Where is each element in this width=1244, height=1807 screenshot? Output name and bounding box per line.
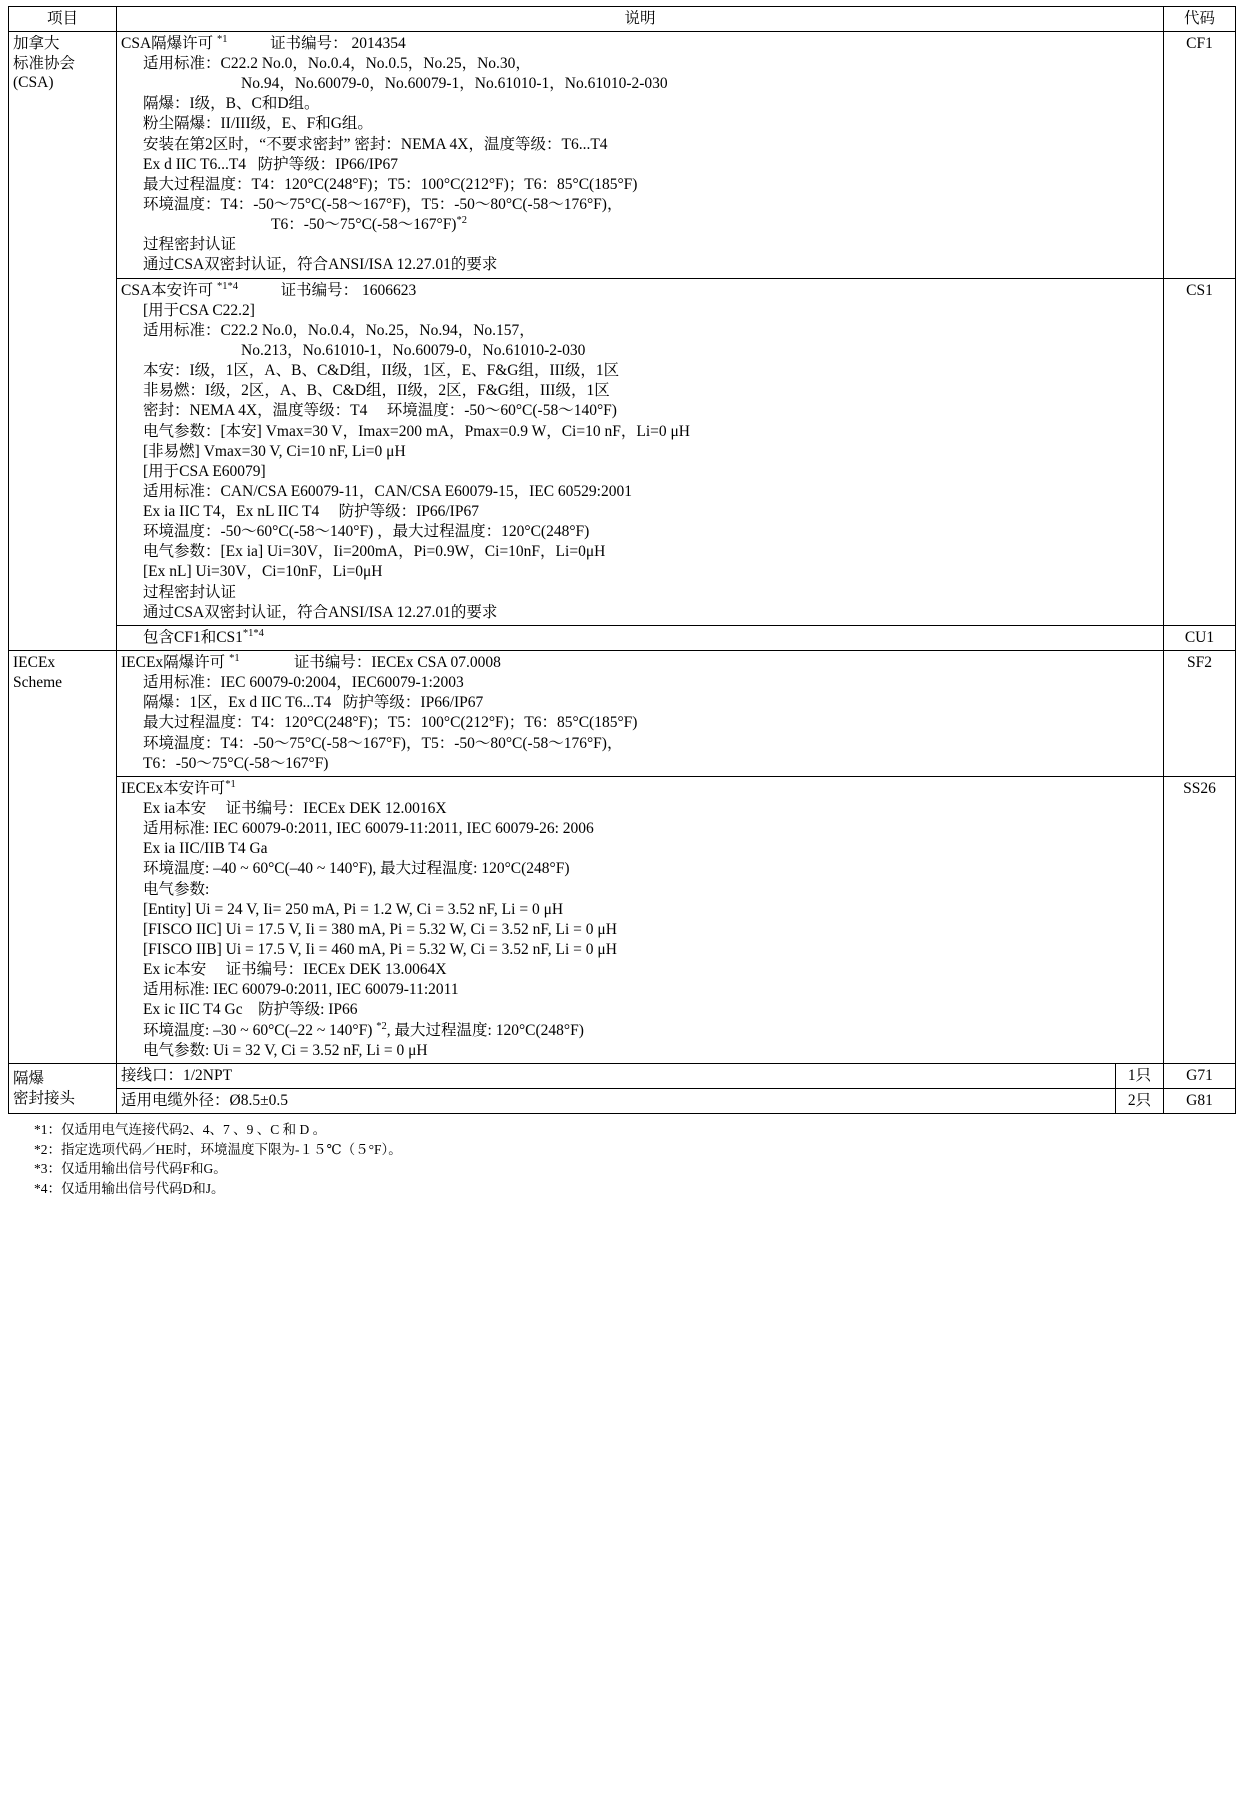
row-description: 接线口：1/2NPT: [117, 1063, 1116, 1088]
row-code: CS1: [1164, 278, 1236, 625]
row-description: IECEx本安许可$^{*1}$ Ex ia本安 证书编号：IECEx DEK 12.0016X 适用标准: IEC 60079-0:2011, IEC 60079-11:2011, IEC 60079-26: 2006 Ex ia IIC/IIB T4 Ga 环境温度: –40 ~ 60°C(–40 ~ 140°F), 最大过程温度: 120°C(248°F) 电气参数: [Entity] Ui = 24 V, Ii= 250 mA, Pi = 1.2 W, Ci = 3.52 nF, Li = 0 μH [FISCO IIC] Ui = 17.5 V, Ii = 380 mA, Pi = 5.32 W, Ci = 3.52 nF, Li = 0 μH [FISCO IIB] Ui = 17.5 V, Ii = 460 mA, Pi = 5.32 W, Ci = 3.52 nF, Li = 0 μH Ex ic本安 证书编号：IECEx DEK 13.0064X 适用标准: IEC 60079-0:2011, IEC 60079-11:2011 Ex ic IIC T4 Gc 防护等级: IP66 环境温度: –30 ~ 60°C(–22 ~ 140°F) $^{*2}$, 最大过程温度: 120°C(248°F) 电气参数: Ui = 32 V, Ci = 3.52 nF, Li = 0 μH: [117, 776, 1164, 1063]
row-item-label: 加拿大 标准协会 (CSA): [9, 31, 117, 650]
row-code: SS26: [1164, 776, 1236, 1063]
table-row: [9, 776, 1236, 1063]
row-code: SF2: [1164, 651, 1236, 777]
row-description: CSA隔爆许可 $^{*1}$ 证书编号： 2014354 适用标准：C22.2 No.0，No.0.4，No.0.5，No.25，No.30， No.94，No.60079-0，No.60079-1，No.61010-1，No.61010-2-030 隔爆：I级，B、C和D组。 粉尘隔爆：II/III级，E、F和G组。 安装在第2区时，“不要求密封” 密封：NEMA 4X，温度等级：T6...T4 Ex d IIC T6...T4 防护等级：IP66/IP67 最大过程温度：T4：120°C(248°F)；T5：100°C(212°F)；T6：85°C(185°F) 环境温度：T4：-50～75°C(-58～167°F)，T5：-50～80°C(-58～176°F)， T6：-50～75°C(-58～167°F)$^{*2}$ 过程密封认证 通过CSA双密封认证，符合ANSI/ISA 12.27.01的要求: [117, 31, 1164, 278]
row-code: G71: [1164, 1063, 1236, 1088]
table-row: [9, 278, 1236, 625]
certification-spec-table: [8, 6, 1236, 1114]
table-body: [9, 31, 1236, 1113]
row-item-label: 隔爆 密封接头: [9, 1063, 117, 1113]
header-code: 代码: [1164, 7, 1236, 32]
table-row: [9, 31, 1236, 278]
header-description: 说明: [117, 7, 1164, 32]
table-row: [9, 651, 1236, 777]
table-row: [9, 1063, 1236, 1088]
footnotes: [8, 1120, 1236, 1198]
header-item: 项目: [9, 7, 117, 32]
footnote-line: *2：指定选项代码／HE时，环境温度下限为-１５℃（５°F）。: [34, 1141, 402, 1157]
table-row: [9, 1089, 1236, 1114]
row-description: 包含CF1和$CS1^{*1*4}$: [117, 625, 1164, 650]
footnote-line: *1：仅适用电气连接代码2、4、7 、9 、C 和 D 。: [34, 1122, 327, 1138]
footnote-line: *3：仅适用输出信号代码F和G。: [34, 1161, 227, 1177]
row-code: G81: [1164, 1089, 1236, 1114]
row-description: IECEx隔爆许可 $^{*1}$ 证书编号：IECEx CSA 07.0008 适用标准：IEC 60079-0:2004，IEC60079-1:2003 隔爆：1区，Ex d IIC T6...T4 防护等级：IP66/IP67 最大过程温度：T4：120°C(248°F)；T5：100°C(212°F)；T6：85°C(185°F) 环境温度：T4：-50～75°C(-58～167°F)，T5：-50～80°C(-58～176°F)， T6：-50～75°C(-58～167°F): [117, 651, 1164, 777]
row-description: CSA本安许可 $^{*1*4}$ 证书编号： 1606623 [用于CSA C22.2] 适用标准：C22.2 No.0，No.0.4，No.25，No.94，No.157， No.213，No.61010-1，No.60079-0，No.61010-2-030 本安：I级，1区，A、B、C&D组，II级，1区，E、F&G组，III级，1区 非易燃：I级，2区，A、B、C&D组，II级，2区，F&G组，III级，1区 密封：NEMA 4X，温度等级：T4 环境温度：-50～60°C(-58～140°F) 电气参数：[本安] Vmax=30 V，Imax=200 mA，Pmax=0.9 W，Ci=10 nF，Li=0 μH [非易燃] Vmax=30 V, Ci=10 nF, Li=0 μH [用于CSA E60079] 适用标准：CAN/CSA E60079-11，CAN/CSA E60079-15，IEC 60529:2001 Ex ia IIC T4，Ex nL IIC T4 防护等级：IP66/IP67 环境温度：-50～60°C(-58～140°F) ，最大过程温度：120°C(248°F) 电气参数：[Ex ia] Ui=30V，Ii=200mA，Pi=0.9W，Ci=10nF，Li=0μH [Ex nL] Ui=30V，Ci=10nF，Li=0μH 过程密封认证 通过CSA双密封认证，符合ANSI/ISA 12.27.01的要求: [117, 278, 1164, 625]
row-quantity: 1只: [1115, 1063, 1163, 1088]
row-code: CU1: [1164, 625, 1236, 650]
row-quantity: 2只: [1115, 1089, 1163, 1114]
row-code: CF1: [1164, 31, 1236, 278]
table-header-row: [9, 7, 1236, 32]
row-description: 适用电缆外径：Ø8.5±0.5: [117, 1089, 1116, 1114]
row-item-label: IECEx Scheme: [9, 651, 117, 1064]
footnote-line: *4：仅适用输出信号代码D和J。: [34, 1180, 225, 1196]
table-row: [9, 625, 1236, 650]
